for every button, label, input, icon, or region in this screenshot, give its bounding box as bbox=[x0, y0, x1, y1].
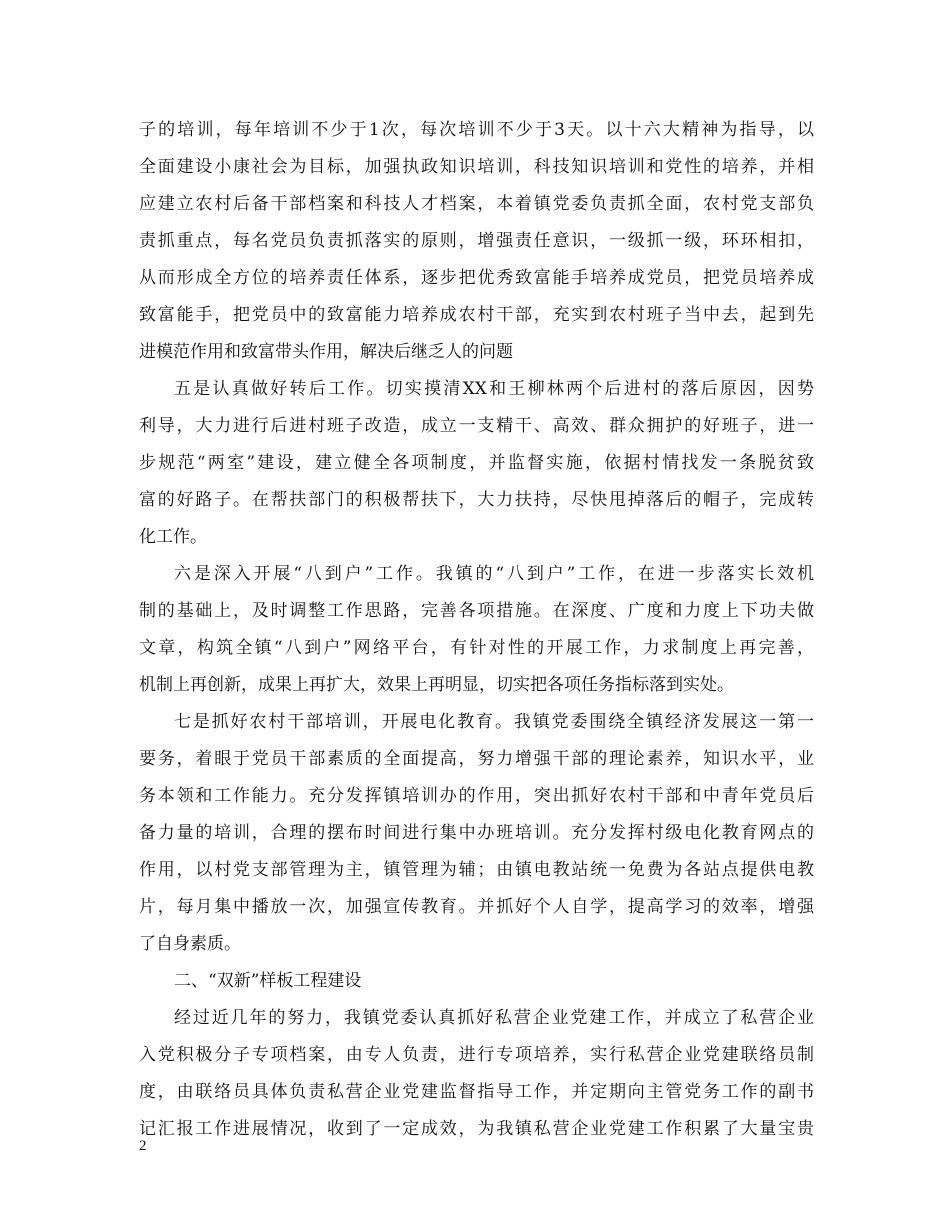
paragraph-first-line: 五是认真做好转后工作。切实摸清XX和王柳林两个后进村的落后原因，因势 bbox=[174, 379, 814, 399]
paragraph-first-line: 六是深入开展“八到户”工作。我镇的“八到户”工作，在进一步落实长效机 bbox=[174, 564, 814, 584]
body-text-line: 致富能手，把党员中的致富能力培养成农村干部，充实到农村班子当中去，起到先 bbox=[139, 305, 814, 325]
body-text-line: 作用，以村党支部管理为主，镇管理为辅；由镇电教站统一免费为各站点提供电教 bbox=[139, 860, 814, 880]
body-text-line: 应建立农村后备干部档案和科技人才档案，本着镇党委负责抓全面，农村党支部负 bbox=[139, 194, 814, 214]
body-text-line: 全面建设小康社会为目标，加强执政知识培训，科技知识培训和党性的培养，并相 bbox=[139, 157, 814, 177]
body-text-line: 步规范“两室”建设，建立健全各项制度，并监督实施，依据村情找发一条脱贫致 bbox=[139, 453, 814, 473]
body-text-line: 制的基础上，及时调整工作思路，完善各项措施。在深度、广度和力度上下功夫做 bbox=[139, 601, 814, 621]
body-text-line: 片，每月集中播放一次，加强宣传教育。并抓好个人自学，提高学习的效率，增强 bbox=[139, 897, 814, 917]
body-text-line: 记汇报工作进展情况，收到了一定成效，为我镇私营企业党建工作积累了大量宝贵 bbox=[139, 1119, 814, 1139]
body-text-line: 度，由联络员具体负责私营企业党建监督指导工作，并定期向主管党务工作的副书 bbox=[139, 1082, 814, 1102]
body-text-line: 文章，构筑全镇“八到户”网络平台，有针对性的开展工作，力求制度上再完善， bbox=[139, 638, 814, 658]
body-text-line: 入党积极分子专项档案，由专人负责，进行专项培养，实行私营企业党建联络员制 bbox=[139, 1045, 814, 1065]
page-number: 2 bbox=[139, 1138, 147, 1154]
paragraph-first-line: 七是抓好农村干部培训，开展电化教育。我镇党委围绕全镇经济发展这一第一 bbox=[174, 712, 814, 732]
body-text-line: 了自身素质。 bbox=[139, 934, 241, 954]
body-text-line: 子的培训，每年培训不少于1次，每次培训不少于3天。以十六大精神为指导，以 bbox=[139, 120, 814, 140]
body-text-line: 利导，大力进行后进村班子改造，成立一支精干、高效、群众拥护的好班子，进一 bbox=[139, 416, 814, 436]
body-text-line: 责抓重点，每名党员负责抓落实的原则，增强责任意识，一级抓一级，环环相扣， bbox=[139, 231, 814, 251]
section-heading: 二、“双新”样板工程建设 bbox=[174, 971, 362, 991]
body-text-line: 进模范作用和致富带头作用，解决后继乏人的问题 bbox=[139, 342, 513, 362]
body-text-line: 化工作。 bbox=[139, 527, 207, 547]
body-text-line: 务本领和工作能力。充分发挥镇培训办的作用，突出抓好农村干部和中青年党员后 bbox=[139, 786, 814, 806]
body-text-line: 机制上再创新，成果上再扩大，效果上再明显，切实把各项任务指标落到实处。 bbox=[139, 675, 734, 695]
body-text-line: 备力量的培训，合理的摆布时间进行集中办班培训。充分发挥村级电化教育网点的 bbox=[139, 823, 814, 843]
paragraph-first-line: 经过近几年的努力，我镇党委认真抓好私营企业党建工作，并成立了私营企业 bbox=[174, 1008, 814, 1028]
body-text-line: 要务，着眼于党员干部素质的全面提高，努力增强干部的理论素养，知识水平，业 bbox=[139, 749, 814, 769]
body-text-line: 富的好路子。在帮扶部门的积极帮扶下，大力扶持，尽快甩掉落后的帽子，完成转 bbox=[139, 490, 814, 510]
body-text-line: 从而形成全方位的培养责任体系，逐步把优秀致富能手培养成党员，把党员培养成 bbox=[139, 268, 814, 288]
